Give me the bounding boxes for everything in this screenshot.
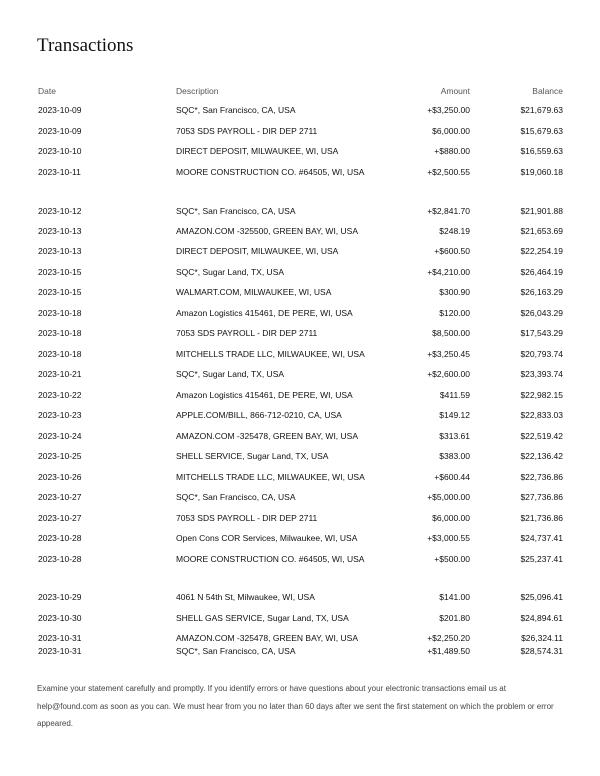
transaction-balance: $24,894.61: [520, 613, 563, 623]
transaction-amount: +$1,489.50: [427, 646, 470, 656]
transaction-date: 2023-10-28: [38, 533, 82, 543]
description-column-header: Description: [176, 86, 219, 96]
table-row: [0, 446, 600, 466]
page-title: Transactions: [37, 35, 134, 56]
transaction-amount: +$4,210.00: [427, 267, 470, 277]
transaction-date: 2023-10-13: [38, 246, 82, 256]
transaction-amount: $383.00: [439, 451, 470, 461]
column-headers: [0, 86, 600, 100]
transaction-date: 2023-10-18: [38, 308, 82, 318]
table-row: [0, 323, 600, 343]
transaction-amount: +$500.00: [434, 554, 470, 564]
transaction-description: Amazon Logistics 415461, DE PERE, WI, USA: [176, 390, 353, 400]
table-row: [0, 508, 600, 528]
transaction-description: SQC*, San Francisco, CA, USA: [176, 646, 296, 656]
transaction-amount: $120.00: [439, 308, 470, 318]
table-row: [0, 262, 600, 282]
transaction-description: APPLE.COM/BILL, 866-712-0210, CA, USA: [176, 410, 342, 420]
transaction-description: DIRECT DEPOSIT, MILWAUKEE, WI, USA: [176, 246, 339, 256]
transaction-amount: +$5,000.00: [427, 492, 470, 502]
table-row: [0, 221, 600, 241]
transaction-balance: $26,324.11: [521, 633, 563, 643]
transaction-balance: $17,543.29: [520, 328, 563, 338]
transaction-amount: $149.12: [439, 410, 470, 420]
table-row: [0, 405, 600, 425]
transaction-description: SQC*, Sugar Land, TX, USA: [176, 267, 285, 277]
table-row: [0, 282, 600, 302]
table-row: [0, 641, 600, 661]
transaction-balance: $26,043.29: [520, 308, 563, 318]
amount-column-header: Amount: [440, 86, 470, 96]
table-row: [0, 528, 600, 548]
transaction-amount: $248.19: [439, 226, 470, 236]
transaction-date: 2023-10-12: [38, 206, 82, 216]
table-row: [0, 303, 600, 323]
transaction-date: 2023-10-27: [38, 492, 82, 502]
transaction-date: 2023-10-10: [38, 146, 82, 156]
transaction-date: 2023-10-23: [38, 410, 82, 420]
transaction-amount: +$2,250.20: [427, 633, 470, 643]
transaction-amount: $8,500.00: [432, 328, 470, 338]
table-row: [0, 587, 600, 607]
transaction-amount: +$880.00: [434, 146, 470, 156]
transaction-description: WALMART.COM, MILWAUKEE, WI, USA: [176, 287, 332, 297]
transaction-amount: +$2,600.00: [427, 369, 470, 379]
transaction-description: SHELL GAS SERVICE, Sugar Land, TX, USA: [176, 613, 349, 623]
transaction-date: 2023-10-11: [38, 167, 81, 177]
transaction-balance: $28,574.31: [520, 646, 563, 656]
transaction-description: MOORE CONSTRUCTION CO. #64505, WI, USA: [176, 167, 365, 177]
transaction-balance: $22,254.19: [520, 246, 563, 256]
transaction-description: MITCHELLS TRADE LLC, MILWAUKEE, WI, USA: [176, 472, 365, 482]
table-row: [0, 628, 600, 641]
table-row: [0, 121, 600, 141]
table-row: [0, 100, 600, 120]
transaction-description: SQC*, San Francisco, CA, USA: [176, 206, 296, 216]
table-row: [0, 162, 600, 200]
transaction-description: MOORE CONSTRUCTION CO. #64505, WI, USA: [176, 554, 365, 564]
transaction-amount: +$2,841.70: [427, 206, 470, 216]
transaction-date: 2023-10-15: [38, 287, 82, 297]
transaction-date: 2023-10-22: [38, 390, 82, 400]
transaction-date: 2023-10-28: [38, 554, 82, 564]
statement-disclaimer: Examine your statement carefully and promptly. If you identify errors or have questions about your electronic transactions email us at help@found.com as soon as you can. We must hear from you no later than 60 days after we sent the first statement on which the problem or error appeared.: [37, 684, 554, 728]
transaction-balance: $23,393.74: [520, 369, 563, 379]
transaction-date: 2023-10-15: [38, 267, 82, 277]
transaction-amount: +$3,250.45: [427, 349, 470, 359]
transaction-balance: $19,060.18: [520, 167, 563, 177]
transaction-balance: $26,464.19: [520, 267, 563, 277]
transaction-balance: $22,833.03: [520, 410, 563, 420]
transaction-amount: $300.90: [439, 287, 470, 297]
transaction-balance: $16,559.63: [520, 146, 563, 156]
table-row: [0, 241, 600, 261]
table-row: [0, 141, 600, 161]
transaction-date: 2023-10-09: [38, 105, 82, 115]
transaction-balance: $20,793.74: [520, 349, 563, 359]
transaction-description: SQC*, San Francisco, CA, USA: [176, 105, 296, 115]
transaction-balance: $22,519.42: [520, 431, 563, 441]
transaction-description: SQC*, San Francisco, CA, USA: [176, 492, 296, 502]
transaction-balance: $21,901.88: [520, 206, 563, 216]
table-row: [0, 549, 600, 587]
transaction-balance: $15,679.63: [520, 126, 563, 136]
transaction-balance: $22,136.42: [520, 451, 563, 461]
transaction-date: 2023-10-21: [38, 369, 82, 379]
transaction-balance: $21,736.86: [520, 513, 563, 523]
transaction-date: 2023-10-30: [38, 613, 82, 623]
table-row: [0, 201, 600, 221]
transaction-description: MITCHELLS TRADE LLC, MILWAUKEE, WI, USA: [176, 349, 365, 359]
transaction-date: 2023-10-09: [38, 126, 82, 136]
transaction-balance: $27,736.86: [520, 492, 563, 502]
table-row: [0, 364, 600, 384]
table-row: [0, 487, 600, 507]
transaction-description: AMAZON.COM -325478, GREEN BAY, WI, USA: [176, 633, 359, 643]
transaction-amount: $6,000.00: [432, 126, 470, 136]
transaction-description: 7053 SDS PAYROLL - DIR DEP 2711: [176, 126, 318, 136]
table-row: [0, 426, 600, 446]
date-column-header: Date: [38, 86, 56, 96]
transaction-balance: $22,736.86: [520, 472, 563, 482]
transaction-amount: +$600.44: [434, 472, 470, 482]
table-row: [0, 344, 600, 364]
transaction-amount: $6,000.00: [432, 513, 470, 523]
transaction-date: 2023-10-18: [38, 328, 82, 338]
transaction-amount: +$3,250.00: [427, 105, 470, 115]
transaction-amount: +$3,000.55: [427, 533, 470, 543]
transaction-balance: $25,096.41: [520, 592, 563, 602]
transaction-description: AMAZON.COM -325478, GREEN BAY, WI, USA: [176, 431, 359, 441]
transaction-date: 2023-10-18: [38, 349, 82, 359]
table-row: [0, 608, 600, 628]
transaction-date: 2023-10-27: [38, 513, 82, 523]
transaction-date: 2023-10-13: [38, 226, 82, 236]
transaction-description: 7053 SDS PAYROLL - DIR DEP 2711: [176, 328, 318, 338]
transaction-description: DIRECT DEPOSIT, MILWAUKEE, WI, USA: [176, 146, 339, 156]
transaction-description: 7053 SDS PAYROLL - DIR DEP 2711: [176, 513, 318, 523]
transaction-description: Amazon Logistics 415461, DE PERE, WI, USA: [176, 308, 353, 318]
transaction-description: SQC*, Sugar Land, TX, USA: [176, 369, 285, 379]
transaction-amount: $313.61: [439, 431, 470, 441]
transaction-balance: $21,679.63: [520, 105, 563, 115]
transaction-balance: $24,737.41: [520, 533, 563, 543]
transaction-description: SHELL SERVICE, Sugar Land, TX, USA: [176, 451, 329, 461]
transaction-amount: $201.80: [439, 613, 470, 623]
transaction-amount: $141.00: [439, 592, 470, 602]
transaction-date: 2023-10-25: [38, 451, 82, 461]
transaction-description: 4061 N 54th St, Milwaukee, WI, USA: [176, 592, 315, 602]
table-row: [0, 467, 600, 487]
transaction-balance: $25,237.41: [520, 554, 563, 564]
transaction-balance: $21,653.69: [520, 226, 563, 236]
table-row: [0, 385, 600, 405]
transaction-date: 2023-10-26: [38, 472, 82, 482]
transaction-description: Open Cons COR Services, Milwaukee, WI, USA: [176, 533, 358, 543]
transaction-date: 2023-10-31: [38, 646, 82, 656]
transaction-amount: +$2,500.55: [427, 167, 470, 177]
transaction-amount: $411.59: [439, 390, 470, 400]
transaction-amount: +$600.50: [434, 246, 470, 256]
transaction-description: AMAZON.COM -325500, GREEN BAY, WI, USA: [176, 226, 359, 236]
transaction-date: 2023-10-31: [38, 633, 82, 643]
transaction-date: 2023-10-29: [38, 592, 82, 602]
balance-column-header: Balance: [532, 86, 563, 96]
transaction-date: 2023-10-24: [38, 431, 82, 441]
transaction-balance: $22,982.15: [520, 390, 563, 400]
transaction-balance: $26,163.29: [520, 287, 563, 297]
